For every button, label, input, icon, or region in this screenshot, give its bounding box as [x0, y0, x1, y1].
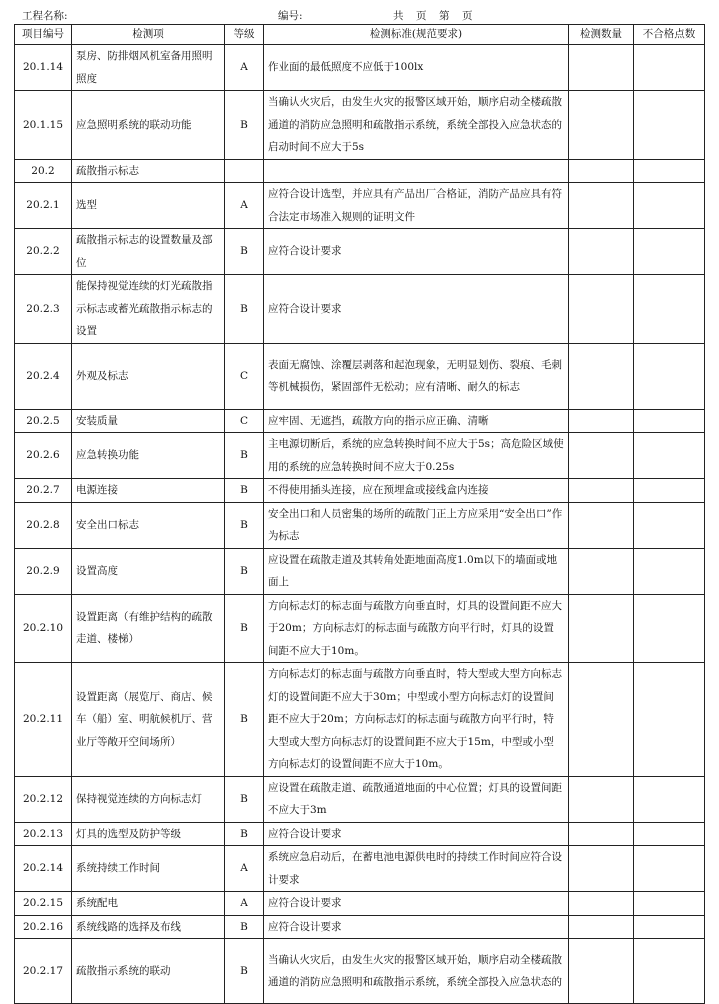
row-item-no: 20.2.9: [15, 548, 72, 594]
row-check-item: 设置距离（有维护结构的疏散走道、楼梯）: [72, 594, 225, 663]
row-check-item: 系统线路的选择及布线: [72, 915, 225, 939]
row-check-count: [569, 433, 634, 479]
row-check-count: [569, 91, 634, 160]
row-level: B: [225, 275, 264, 344]
row-standard: 系统应急启动后，在蓄电池电源供电时的持续工作时间应符合设计要求: [264, 846, 569, 892]
row-fail-count: [634, 939, 705, 1004]
row-level: C: [225, 343, 264, 409]
row-check-item: 保持视觉连续的方向标志灯: [72, 776, 225, 822]
row-standard: 主电源切断后，系统的应急转换时间不应大于5s；高危险区域使用的系统的应急转换时间不应大于0.25s: [264, 433, 569, 479]
row-fail-count: [634, 594, 705, 663]
row-check-count: [569, 183, 634, 229]
row-standard: [264, 159, 569, 183]
row-item-no: 20.2.4: [15, 343, 72, 409]
row-fail-count: [634, 159, 705, 183]
row-item-no: 20.2.3: [15, 275, 72, 344]
row-fail-count: [634, 229, 705, 275]
row-standard: 应符合设计要求: [264, 915, 569, 939]
row-check-item: 灯具的选型及防护等级: [72, 822, 225, 846]
row-check-item: 设置距离（展览厅、商店、候车（船）室、明航候机厅、营业厅等敞开空间场所）: [72, 663, 225, 777]
row-item-no: 20.2.5: [15, 409, 72, 433]
row-level: B: [225, 939, 264, 1004]
row-fail-count: [634, 915, 705, 939]
row-standard: 应设置在疏散走道及其转角处距地面高度1.0m以下的墙面或地面上: [264, 548, 569, 594]
table-row: [15, 275, 705, 344]
row-level: C: [225, 409, 264, 433]
row-fail-count: [634, 776, 705, 822]
row-level: A: [225, 45, 264, 91]
col-header-item-no: 项目编号: [15, 25, 72, 45]
table-row: [15, 776, 705, 822]
row-item-no: 20.2.10: [15, 594, 72, 663]
row-level: B: [225, 229, 264, 275]
row-check-count: [569, 594, 634, 663]
row-level: [225, 159, 264, 183]
table-row: [15, 915, 705, 939]
row-standard: 应设置在疏散走道、疏散通道地面的中心位置；灯具的设置间距不应大于3m: [264, 776, 569, 822]
row-check-item: 设置高度: [72, 548, 225, 594]
row-standard: 应符合设计要求: [264, 822, 569, 846]
row-standard: 应符合设计要求: [264, 229, 569, 275]
row-standard: 应符合设计要求: [264, 892, 569, 916]
row-check-count: [569, 409, 634, 433]
row-item-no: 20.2.2: [15, 229, 72, 275]
row-fail-count: [634, 548, 705, 594]
row-item-no: 20.2.11: [15, 663, 72, 777]
row-check-count: [569, 915, 634, 939]
table-row: [15, 594, 705, 663]
row-check-count: [569, 343, 634, 409]
row-check-count: [569, 822, 634, 846]
table-row: [15, 91, 705, 160]
row-check-count: [569, 229, 634, 275]
row-fail-count: [634, 822, 705, 846]
row-check-count: [569, 776, 634, 822]
row-fail-count: [634, 91, 705, 160]
row-check-count: [569, 502, 634, 548]
row-check-count: [569, 663, 634, 777]
row-level: B: [225, 594, 264, 663]
row-check-count: [569, 479, 634, 503]
page-count-label: 共 页 第 页: [393, 10, 474, 22]
row-fail-count: [634, 663, 705, 777]
row-check-item: 系统持续工作时间: [72, 846, 225, 892]
table-row: [15, 343, 705, 409]
row-fail-count: [634, 409, 705, 433]
table-row: [15, 846, 705, 892]
row-standard: 表面无腐蚀、涂覆层剥落和起泡现象，无明显划伤、裂痕、毛刺等机械损伤，紧固部件无松动；应有清晰、耐久的标志: [264, 343, 569, 409]
row-check-item: 应急转换功能: [72, 433, 225, 479]
row-check-count: [569, 548, 634, 594]
row-standard: 方向标志灯的标志面与疏散方向垂直时，灯具的设置间距不应大于20m；方向标志灯的标志面与疏散方向平行时，灯具的设置间距不应大于10m。: [264, 594, 569, 663]
row-check-item: 疏散指示标志的设置数量及部位: [72, 229, 225, 275]
row-fail-count: [634, 275, 705, 344]
project-name-label: 工程名称:: [22, 10, 68, 22]
row-item-no: 20.1.15: [15, 91, 72, 160]
table-row: [15, 183, 705, 229]
row-item-no: 20.2: [15, 159, 72, 183]
inspection-table: [14, 24, 705, 1004]
row-level: B: [225, 776, 264, 822]
row-item-no: 20.1.14: [15, 45, 72, 91]
form-header: [0, 0, 719, 22]
row-fail-count: [634, 502, 705, 548]
table-row: [15, 229, 705, 275]
row-check-count: [569, 159, 634, 183]
row-level: A: [225, 892, 264, 916]
row-fail-count: [634, 343, 705, 409]
row-check-item: 电源连接: [72, 479, 225, 503]
row-fail-count: [634, 45, 705, 91]
row-item-no: 20.2.6: [15, 433, 72, 479]
row-item-no: 20.2.14: [15, 846, 72, 892]
row-standard: 作业面的最低照度不应低于100lx: [264, 45, 569, 91]
row-standard: 方向标志灯的标志面与疏散方向垂直时，特大型或大型方向标志灯的设置间距不应大于30m；中型或小型方向标志灯的设置间距不应大于20m；方向标志灯的标志面与疏散方向平行时，特大型或大型方向标志灯的设置间距不应大于15m，中型或小型方向标志灯的设置间距不应大于10m。: [264, 663, 569, 777]
row-standard: 应牢固、无遮挡，疏散方向的指示应正确、清晰: [264, 409, 569, 433]
row-fail-count: [634, 183, 705, 229]
row-standard: 应符合设计选型，并应具有产品出厂合格证，消防产品应具有符合法定市场准入规则的证明文件: [264, 183, 569, 229]
row-check-item: 安装质量: [72, 409, 225, 433]
table-row: [15, 892, 705, 916]
row-check-item: 安全出口标志: [72, 502, 225, 548]
row-fail-count: [634, 892, 705, 916]
row-fail-count: [634, 846, 705, 892]
col-header-check-count: 检测数量: [569, 25, 634, 45]
table-row: [15, 939, 705, 1004]
row-check-count: [569, 275, 634, 344]
row-check-item: 外观及标志: [72, 343, 225, 409]
row-fail-count: [634, 433, 705, 479]
row-item-no: 20.2.17: [15, 939, 72, 1004]
row-level: B: [225, 479, 264, 503]
row-level: B: [225, 822, 264, 846]
row-item-no: 20.2.8: [15, 502, 72, 548]
row-standard: 当确认火灾后，由发生火灾的报警区域开始，顺序启动全楼疏散通道的消防应急照明和疏散指示系统，系统全部投入应急状态的: [264, 939, 569, 1004]
table-row: [15, 45, 705, 91]
table-row: [15, 479, 705, 503]
row-check-item: 疏散指示系统的联动: [72, 939, 225, 1004]
row-level: B: [225, 433, 264, 479]
col-header-level: 等级: [225, 25, 264, 45]
row-level: B: [225, 91, 264, 160]
row-level: B: [225, 502, 264, 548]
col-header-standard: 检测标准(规范要求): [264, 25, 569, 45]
row-check-count: [569, 45, 634, 91]
row-standard: 不得使用插头连接，应在预埋盒或接线盒内连接: [264, 479, 569, 503]
row-item-no: 20.2.13: [15, 822, 72, 846]
table-row: [15, 409, 705, 433]
row-level: B: [225, 915, 264, 939]
row-check-item: 系统配电: [72, 892, 225, 916]
row-standard: 安全出口和人员密集的场所的疏散门正上方应采用“安全出口”作为标志: [264, 502, 569, 548]
row-level: A: [225, 183, 264, 229]
row-check-item: 应急照明系统的联动功能: [72, 91, 225, 160]
col-header-fail-count: 不合格点数: [634, 25, 705, 45]
table-row: [15, 433, 705, 479]
row-standard: 当确认火灾后，由发生火灾的报警区域开始，顺序启动全楼疏散通道的消防应急照明和疏散指示系统，系统全部投入应急状态的启动时间不应大于5s: [264, 91, 569, 160]
row-item-no: 20.2.7: [15, 479, 72, 503]
row-level: B: [225, 548, 264, 594]
row-check-count: [569, 846, 634, 892]
row-standard: 应符合设计要求: [264, 275, 569, 344]
row-check-count: [569, 939, 634, 1004]
row-check-item: 泵房、防排烟风机室备用照明照度: [72, 45, 225, 91]
col-header-check-item: 检测项: [72, 25, 225, 45]
document-number-label: 编号:: [278, 10, 303, 22]
row-check-item: 疏散指示标志: [72, 159, 225, 183]
row-level: A: [225, 846, 264, 892]
table-row: [15, 822, 705, 846]
row-level: B: [225, 663, 264, 777]
table-header-row: [15, 25, 705, 45]
row-check-count: [569, 892, 634, 916]
table-row: [15, 548, 705, 594]
row-item-no: 20.2.12: [15, 776, 72, 822]
row-check-item: 能保持视觉连续的灯光疏散指示标志或蓄光疏散指示标志的设置: [72, 275, 225, 344]
row-item-no: 20.2.15: [15, 892, 72, 916]
table-row: [15, 159, 705, 183]
row-item-no: 20.2.1: [15, 183, 72, 229]
row-check-item: 选型: [72, 183, 225, 229]
table-row: [15, 502, 705, 548]
table-row: [15, 663, 705, 777]
row-fail-count: [634, 479, 705, 503]
row-item-no: 20.2.16: [15, 915, 72, 939]
